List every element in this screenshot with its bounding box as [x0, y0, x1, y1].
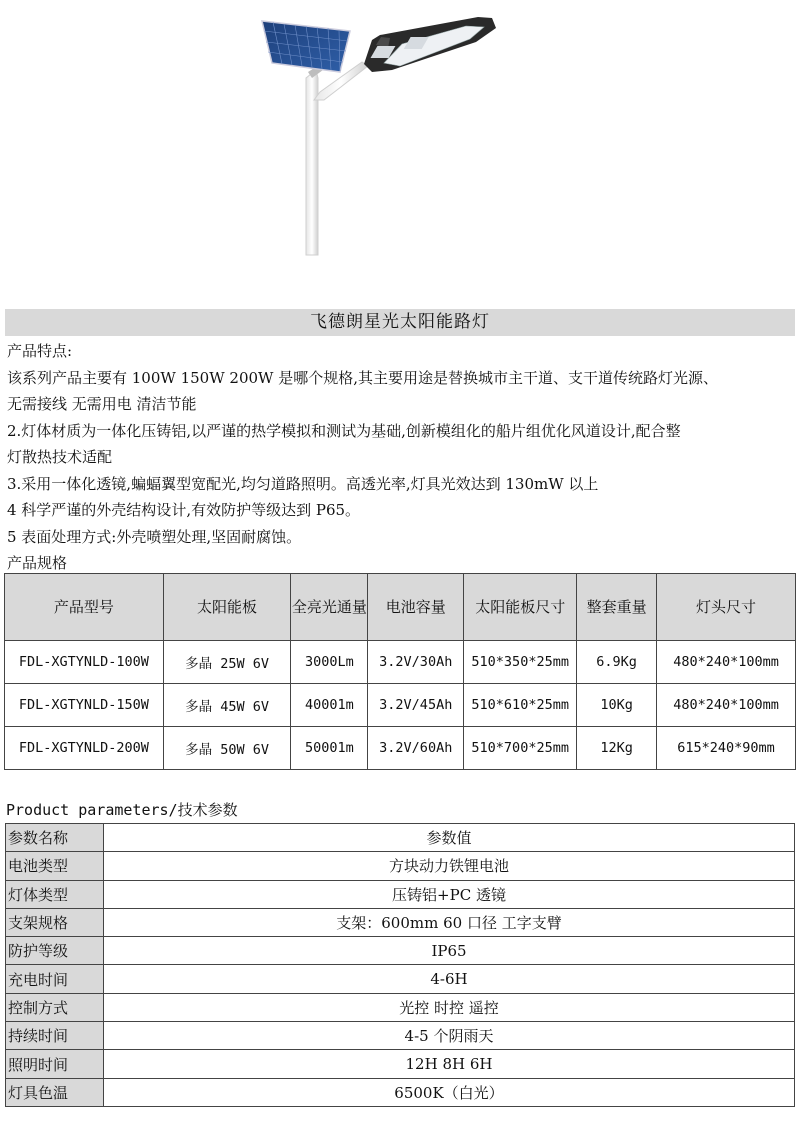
param-value: 方块动力铁锂电池 [104, 852, 795, 880]
table-cell: 多晶 45W 6V [163, 684, 291, 727]
table-cell: 510*350*25mm [464, 641, 577, 684]
lamp-head-icon [364, 17, 496, 72]
spec-table [4, 573, 796, 770]
feature-line: 灯散热技术适配 [7, 448, 113, 466]
spec-header-row [5, 574, 796, 641]
feature-line: 4 科学严谨的外壳结构设计,有效防护等级达到 P65。 [7, 501, 361, 519]
table-cell: 3.2V/30Ah [368, 641, 464, 684]
table-cell: 3.2V/60Ah [368, 727, 464, 770]
param-key: 参数名称 [6, 824, 104, 852]
table-cell: 40001m [291, 684, 368, 727]
table-row [5, 727, 796, 770]
spec-header: 产品型号 [5, 574, 164, 641]
param-key: 灯具色温 [6, 1078, 104, 1106]
params-table [5, 823, 795, 1107]
table-cell: 480*240*100mm [657, 641, 796, 684]
param-key: 持续时间 [6, 1022, 104, 1050]
spec-heading: 产品规格 [7, 554, 68, 572]
table-cell: FDL-XGTYNLD-150W [5, 684, 164, 727]
param-value: 支架：600mm 60 口径 工字支臂 [104, 908, 795, 936]
param-key: 照明时间 [6, 1050, 104, 1078]
param-key: 灯体类型 [6, 880, 104, 908]
table-row [6, 1022, 795, 1050]
table-row [6, 824, 795, 852]
table-cell: 多晶 25W 6V [163, 641, 291, 684]
param-key: 支架规格 [6, 908, 104, 936]
table-row [6, 908, 795, 936]
table-cell: 480*240*100mm [657, 684, 796, 727]
spec-header: 太阳能板 [163, 574, 291, 641]
param-value: IP65 [104, 937, 795, 965]
features-heading: 产品特点: [7, 342, 73, 360]
param-value: 12H 8H 6H [104, 1050, 795, 1078]
table-row [6, 1050, 795, 1078]
table-row [6, 1078, 795, 1106]
param-value: 4-6H [104, 965, 795, 993]
param-key: 控制方式 [6, 993, 104, 1021]
param-key: 充电时间 [6, 965, 104, 993]
table-cell: FDL-XGTYNLD-100W [5, 641, 164, 684]
table-cell: 510*610*25mm [464, 684, 577, 727]
spec-header: 电池容量 [368, 574, 464, 641]
table-row [6, 937, 795, 965]
product-title: 飞德朗星光太阳能路灯 [5, 309, 795, 336]
param-value: 光控 时控 遥控 [104, 993, 795, 1021]
spec-header: 太阳能板尺寸 [464, 574, 577, 641]
table-row [6, 852, 795, 880]
feature-line: 无需接线 无需用电 清洁节能 [7, 395, 197, 413]
features-section [7, 338, 797, 577]
feature-line: 5 表面处理方式:外壳喷塑处理,坚固耐腐蚀。 [7, 527, 302, 546]
solar-panel-icon [262, 21, 350, 72]
param-value: 压铸铝+PC 透镜 [104, 880, 795, 908]
table-cell: 6.9Kg [577, 641, 657, 684]
params-heading: Product parameters/技术参数 [6, 801, 238, 819]
solar-street-light-image [0, 0, 800, 300]
table-row [5, 641, 796, 684]
feature-line: 2.灯体材质为一体化压铸铝,以严谨的热学模拟和测试为基础,创新模组化的船片组优化风道设计,配合整 [7, 421, 681, 440]
table-cell: 多晶 50W 6V [163, 727, 291, 770]
spec-header: 整套重量 [577, 574, 657, 641]
table-cell: 50001m [291, 727, 368, 770]
table-row [6, 965, 795, 993]
param-value: 4-5 个阴雨天 [104, 1022, 795, 1050]
table-cell: 615*240*90mm [657, 727, 796, 770]
spec-header: 灯头尺寸 [657, 574, 796, 641]
table-cell: 3000Lm [291, 641, 368, 684]
table-cell: 10Kg [577, 684, 657, 727]
table-cell: 510*700*25mm [464, 727, 577, 770]
param-value: 6500K（白光） [104, 1078, 795, 1106]
param-key: 电池类型 [6, 852, 104, 880]
table-row [6, 993, 795, 1021]
feature-line: 3.采用一体化透镜,蝙蝠翼型宽配光,均匀道路照明。高透光率,灯具光效达到 130mW 以上 [7, 474, 599, 493]
table-cell: 12Kg [577, 727, 657, 770]
spec-header: 全亮光通量 [291, 574, 368, 641]
param-key: 防护等级 [6, 937, 104, 965]
table-row [5, 684, 796, 727]
param-value: 参数值 [104, 824, 795, 852]
table-cell: FDL-XGTYNLD-200W [5, 727, 164, 770]
table-cell: 3.2V/45Ah [368, 684, 464, 727]
table-row [6, 880, 795, 908]
feature-line: 该系列产品主要有 100W 150W 200W 是哪个规格,其主要用途是替换城市主干道、支干道传统路灯光源、 [7, 368, 718, 387]
